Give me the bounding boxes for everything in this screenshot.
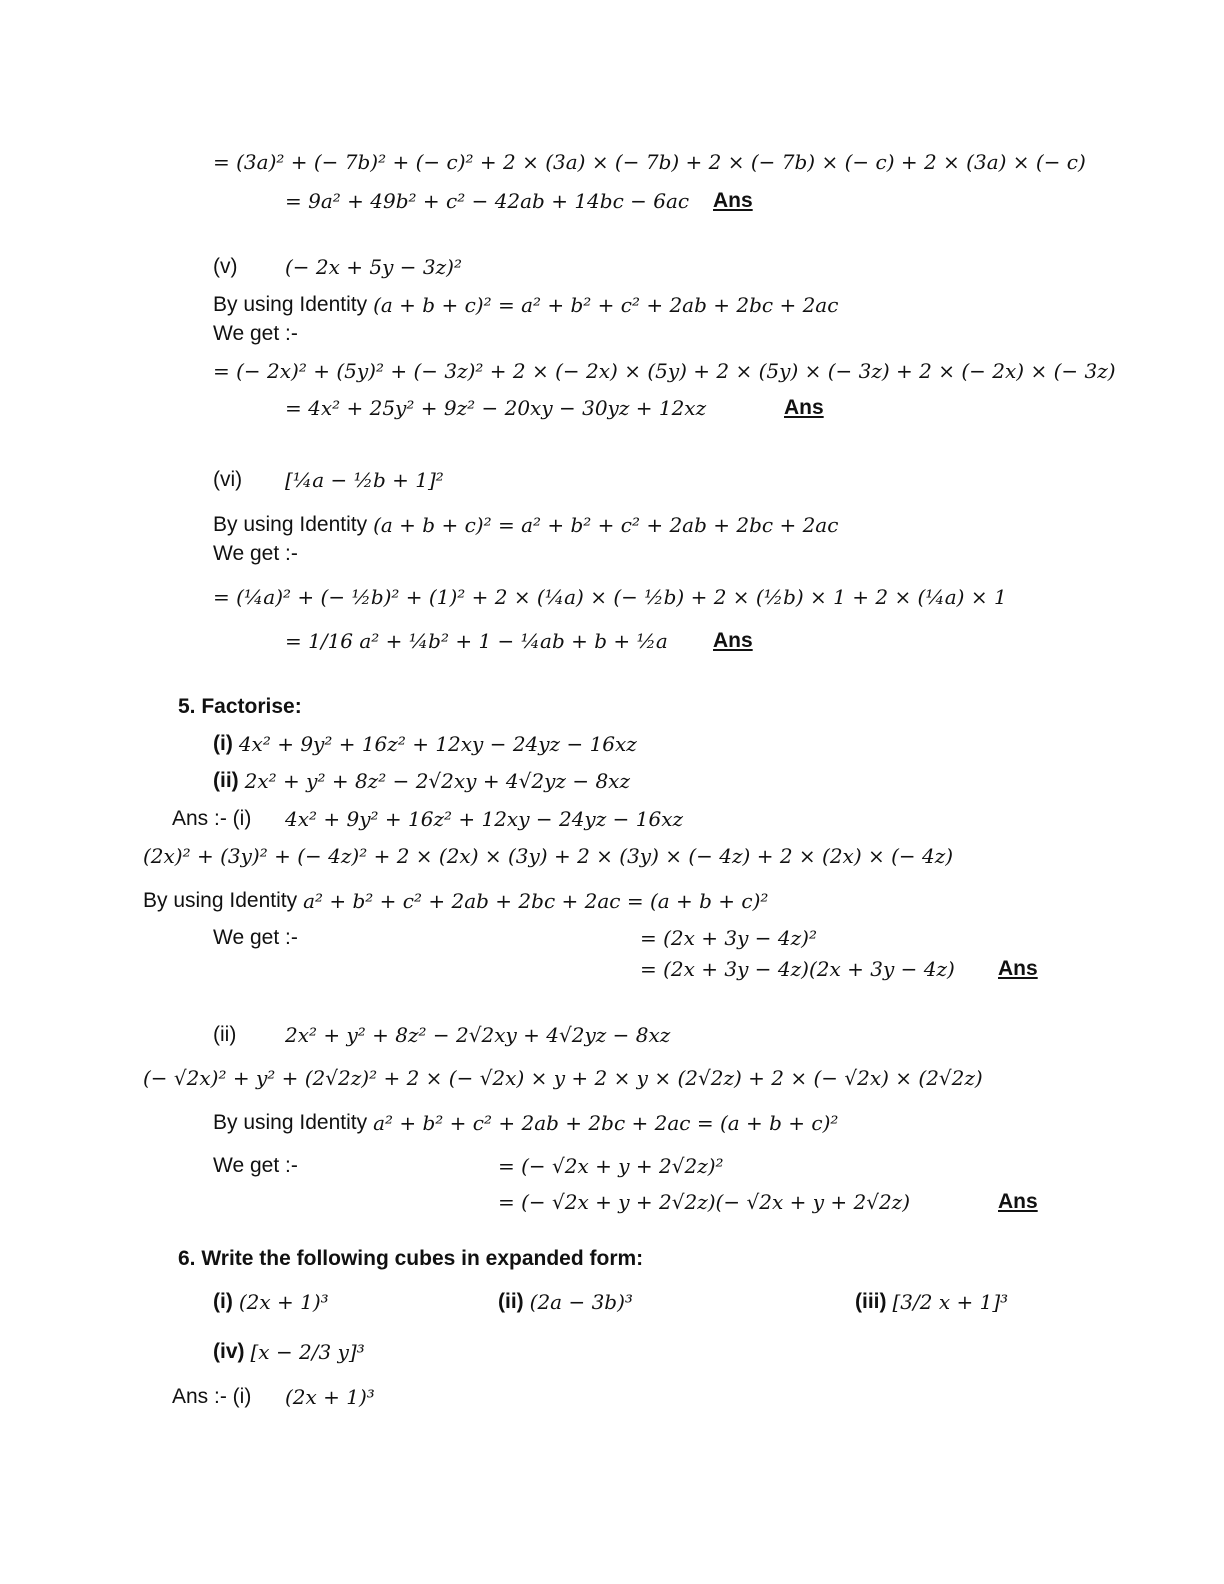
answer-marker: Ans — [713, 629, 753, 652]
math-expression: 4x² + 9y² + 16z² + 12xy − 24yz − 16xz — [285, 807, 684, 831]
line-label: (vi) — [213, 468, 243, 491]
math-expression: (− √2x)² + y² + (2√2z)² + 2 × (− √2x) × y + 2 × y × (2√2z) + 2 × (− √2x) × (2√2z) — [143, 1066, 983, 1090]
line-label: (ii) — [213, 769, 239, 792]
math-expression: = (− √2x + y + 2√2z)(− √2x + y + 2√2z) — [498, 1190, 911, 1214]
math-expression: a² + b² + c² + 2ab + 2bc + 2ac = (a + b + c)² — [303, 889, 769, 913]
line-label: (i) — [213, 732, 233, 755]
section-heading: 5. Factorise: — [178, 695, 302, 718]
math-expression: = (¼a)² + (− ½b)² + (1)² + 2 × (¼a) × (− ½b) + 2 × (½b) × 1 + 2 × (¼a) × 1 — [213, 585, 1007, 609]
math-expression: a² + b² + c² + 2ab + 2bc + 2ac = (a + b + c)² — [373, 1111, 839, 1135]
line-label: (i) — [213, 1290, 233, 1313]
math-expression: (2a − 3b)³ — [529, 1290, 633, 1314]
math-expression: (2x + 1)³ — [285, 1385, 375, 1409]
line-label: (iii) — [855, 1290, 887, 1313]
line-label: By using Identity — [143, 889, 298, 912]
math-expression: = 9a² + 49b² + c² − 42ab + 14bc − 6ac — [285, 189, 690, 213]
math-expression: (2x + 1)³ — [238, 1290, 329, 1314]
math-expression: [3/2 x + 1]³ — [892, 1290, 1009, 1314]
answer-marker: Ans — [713, 189, 753, 212]
math-expression: (a + b + c)² = a² + b² + c² + 2ab + 2bc + 2ac — [373, 293, 839, 317]
math-expression: [x − 2/3 y]³ — [250, 1340, 365, 1364]
line-label: We get :- — [213, 1154, 298, 1177]
line-label: Ans :- (i) — [172, 807, 252, 830]
math-expression: = (− √2x + y + 2√2z)² — [498, 1154, 724, 1178]
math-expression: = 4x² + 25y² + 9z² − 20xy − 30yz + 12xz — [285, 396, 707, 420]
math-expression: = (2x + 3y − 4z)² — [640, 926, 817, 950]
math-expression: 4x² + 9y² + 16z² + 12xy − 24yz − 16xz — [238, 732, 637, 756]
line-label: (ii) — [498, 1290, 524, 1313]
line-label: We get :- — [213, 926, 298, 949]
line-label: By using Identity — [213, 513, 368, 536]
math-expression: [¼a − ½b + 1]² — [285, 468, 444, 492]
math-expression: (2x)² + (3y)² + (− 4z)² + 2 × (2x) × (3y) + 2 × (3y) × (− 4z) + 2 × (2x) × (− 4z) — [143, 844, 954, 868]
math-expression: (a + b + c)² = a² + b² + c² + 2ab + 2bc + 2ac — [373, 513, 839, 537]
line-label: By using Identity — [213, 293, 368, 316]
math-expression: = (3a)² + (− 7b)² + (− c)² + 2 × (3a) × (− 7b) + 2 × (− 7b) × (− c) + 2 × (3a) × (− c) — [213, 150, 1086, 174]
line-label: (ii) — [213, 1023, 237, 1046]
math-expression: (− 2x + 5y − 3z)² — [285, 255, 462, 279]
line-label: (v) — [213, 255, 238, 278]
math-expression: 2x² + y² + 8z² − 2√2xy + 4√2yz − 8xz — [285, 1023, 671, 1047]
line-label: By using Identity — [213, 1111, 368, 1134]
answer-marker: Ans — [784, 396, 824, 419]
line-label: We get :- — [213, 322, 298, 345]
line-label: Ans :- (i) — [172, 1385, 252, 1408]
math-expression: = (2x + 3y − 4z)(2x + 3y − 4z) — [640, 957, 955, 981]
answer-marker: Ans — [998, 1190, 1038, 1213]
math-expression: 2x² + y² + 8z² − 2√2xy + 4√2yz − 8xz — [244, 769, 630, 793]
line-label: (iv) — [213, 1340, 245, 1363]
line-label: We get :- — [213, 542, 298, 565]
answer-marker: Ans — [998, 957, 1038, 980]
math-expression: = (− 2x)² + (5y)² + (− 3z)² + 2 × (− 2x) × (5y) + 2 × (5y) × (− 3z) + 2 × (− 2x) × (− 3z) — [213, 359, 1116, 383]
math-expression: = 1/16 a² + ¼b² + 1 − ¼ab + b + ½a — [285, 629, 668, 653]
section-heading: 6. Write the following cubes in expanded form: — [178, 1247, 644, 1270]
